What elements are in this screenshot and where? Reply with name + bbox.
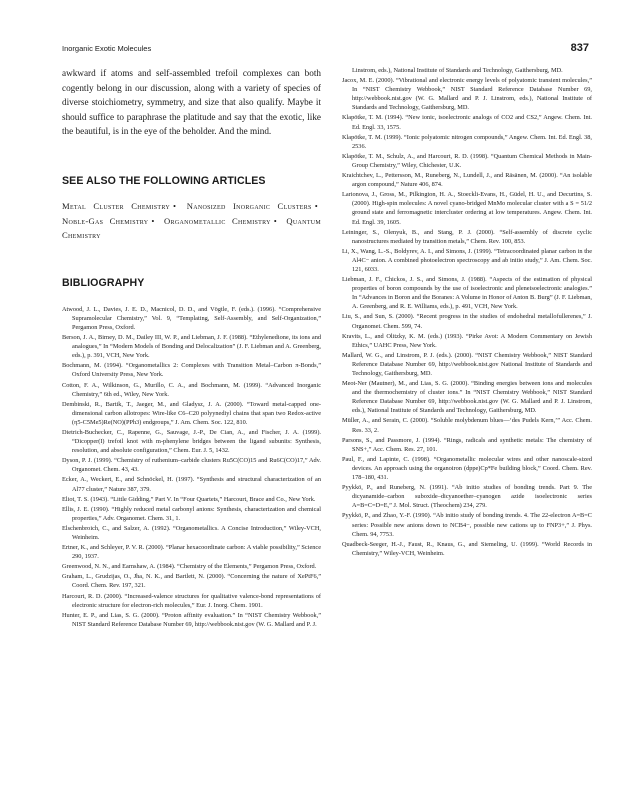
reference-entry: Kravits, L., and Olitzky, K. M. (eds.) (1993). “Pirke Avot: A Modern Commentary on Jewish Ethics,” UAHC Press, New York.	[342, 332, 592, 349]
reference-entry: Ellis, J. E. (1990). “Highly reduced metal carbonyl anions: Synthesis, characterization and chemical properties,” Adv. Organomet. Chem. 31, 1.	[62, 505, 321, 522]
bibliography-right	[342, 66, 592, 558]
reference-entry: Dembinski, R., Bartik, T., Jaeger, M., and Gladysz, J. A. (2000). “Toward metal-capped one-dimensional carbon allotropes: Wire-like C6–C20 polyynediyl chains that span two Redox-active (η5-C5Me5)Re(NO)(PPh3) endgroups,” J. Am. Chem. Soc. 122, 810.	[62, 400, 321, 426]
bullet-separator: •	[151, 215, 155, 226]
reference-entry: Ecker, A., Weckert, E., and Schnöckel, H. (1997). “Synthesis and structural characterization of an Al77 cluster,” Nature 387, 379.	[62, 476, 321, 493]
see-also-item[interactable]: Noble-Gas Chemistry	[62, 215, 149, 226]
reference-entry: Atwood, J. L., Davies, J. E. D., Macnicol, D. D., and Vögtle, F. (eds.). (1996). “Comprehensive Supramolecular Chemistry,” Vol. 9, “Templating, Self-Assembly, and Self-Organization,” Pergamon Press, Oxford.	[62, 305, 321, 331]
reference-continuation: Linstrom, eds.), National Institute of Standards and Technology, Gaithersburg, MD.	[352, 67, 563, 74]
running-head: Inorganic Exotic Molecules	[62, 44, 152, 53]
reference-entry: Greenwood, N. N., and Earnshaw, A. (1984). “Chemistry of the Elements,” Pergamon Press, Oxford.	[62, 563, 317, 571]
reference-entry: Mallard, W. G., and Linstrom, P. J. (eds.). (2000). “NIST Chemistry Webbook,” NIST Standard Reference Database Number 69, http://webbook.nist.gov National Institute of Standards and Technology, Gaithersburg, MD.	[342, 351, 592, 377]
reference-entry: Larionova, J., Gross, M., Pilkington, H. A., Stoeckli-Evans, H., Güdel, H. U., and Decurtins, S. (2000). High-spin molecules: A novel cyano-bridged MnMo molecular cluster with a S = 51/2 ground state and ferromagnetic intercluster ordering at low temperatures. Angew. Chem. Int. Ed. Engl. 39, 1605.	[342, 191, 592, 226]
see-also-item[interactable]: Organometallic Chemistry	[164, 215, 271, 226]
see-also-item[interactable]: Metal Cluster Chemistry	[62, 200, 170, 211]
reference-entry: Paul, F., and Lapinte, C. (1998). “Organometallic molecular wires and other nanoscale-sized devices. An approach using the organoiron (dppe)Cp*Fe building block,” Coord. Chem. Rev. 178–180, 431.	[342, 455, 592, 482]
reference-entry: Berson, J. A., Birney, D. M., Dailey III, W. P., and Liebman, J. F. (1988). “Ethylenedione, its ions and analogues,” In “Modern Models of Bonding and Delocalization” (J. F. Liebman and A. Greenberg, eds.), p. 391, VCH, New York.	[62, 334, 321, 360]
reference-entry: Müller, A., and Serain, C. (2000). “Soluble molybdenum blues—‘des Pudels Kern,’” Acc. Chem. Res. 33, 2.	[342, 417, 592, 434]
left-column	[62, 66, 321, 630]
reference-entry: Graham, L., Grudzijas, O., Jha, N. K., and Bartlett, N. (2000). “Concerning the nature of XePtF6,” Coord. Chem. Rev. 197, 321.	[62, 573, 321, 590]
reference-entry: Quadbeck-Seeger, H.-J., Faust, R., Knaus, G., and Siemeling, U. (1999). “World Records in Chemistry,” Wiley-VCH, Weinheim.	[342, 540, 592, 557]
reference-entry: Klapötke, T. M. (1999). “Ionic polyatomic nitrogen compounds,” Angew. Chem. Int. Ed. Engl. 38, 2536.	[342, 133, 592, 150]
reference-entry: Cotton, F. A., Wilkinson, G., Murillo, C. A., and Bochmann, M. (1999). “Advanced Inorganic Chemistry,” 6th ed., Wiley, New York.	[62, 381, 321, 398]
reference-entry: Ertner, K., and Schleyer, P. V. R. (2000). “Planar hexacoordinate carbon: A viable possibility,” Science 290, 1937.	[62, 544, 321, 561]
reference-entry: Leininger, S., Olenyuk, B., and Stang, P. J. (2000). “Self-assembly of discrete cyclic nanostructures mediated by transition metals,” Chem. Rev. 100, 853.	[342, 228, 592, 245]
reference-entry: Harcourt, R. D. (2000). “Increased-valence structures for qualitative valence-bond representations of electronic structure for electron-rich molecules,” Eur. J. Inorg. Chem. 1901.	[62, 592, 321, 609]
bibliography-heading: BIBLIOGRAPHY	[62, 276, 145, 289]
see-also-item[interactable]: Nanosized Inorganic Clusters	[186, 200, 312, 211]
reference-entry: Dyson, P. J. (1999). “Chemistry of ruthenium–carbide clusters Ru5C(CO)15 and Ru6C(CO)17,” Adv. Organomet. Chem. 43, 43.	[62, 457, 321, 474]
reference-entry: Dietrich-Buchecker, C., Rapenne, G., Sauvage, J.-P., De Cian, A., and Fischer, J. A. (1999). “Dicopper(I) trefoil knot with m-phenylene bridges between the ligand subunits: Synthesis, resolution, and absolute configuration,” Chem. Eur. J. 5, 1432.	[62, 428, 321, 455]
reference-entry: Pyykkö, P., and Runeberg, N. (1991). “Ab initio studies of bonding trends. Part 9. The dicyanamide–carbon suboxide–dicyanoether–cyanogen azide isoelectronic series A=B=C=D=E,” J. Mol. Struct. (Theochem) 234, 279.	[342, 484, 592, 510]
reference-entry: Meot-Ner (Mautner), M., and Lias, S. G. (2000). “Binding energies between ions and molecules and the thermochemistry of cluster ions.” In “NIST Chemistry Webbook,” NIST Standard Reference Database Number 69, http://webbook.nist.gov (W. G. Mallard and P. J. Linstrom, eds.), National Institute of Standards and Technology, Gaithersburg, MD.	[342, 380, 592, 415]
see-also-list	[62, 199, 321, 243]
reference-entry: Li, X., Wang, L.-S., Boldyrev, A. I., and Simons, J. (1999). “Tetracoordinated planar carbon in the Al4C− anion. A combined photoelectron spectroscopy and ab initio study,” J. Am. Chem. Soc. 121, 6033.	[342, 247, 592, 273]
reference-entry: Liu, S., and Sun, S. (2000). “Recent progress in the studies of endohedral metallofullerenes,” J. Organomet. Chem. 599, 74.	[342, 313, 592, 330]
bibliography-left	[62, 305, 321, 629]
reference-entry: Elschenbroich, C., and Salzer, A. (1992). “Organometallics. A Concise Introduction,” Wiley-VCH, Weinheim.	[62, 524, 321, 541]
reference-entry: Hunter, E. P., and Lias, S. G. (2000). “Proton affinity evaluation.” In “NIST Chemistry Webbook,” NIST Standard Reference Database Number 69, http://webbook.nist.gov (W. G. Mallard and P. J.	[62, 611, 321, 628]
page-header	[62, 44, 589, 58]
reference-entry: Kraichtchev, L., Pettersson, M., Runeberg, N., Lundell, J., and Räsänen, M. (2000). “An isolable argon compound,” Nature 406, 874.	[342, 172, 592, 189]
reference-entry: Jacox, M. E. (2000). “Vibrational and electronic energy levels of polyatomic transient molecules,” In “NIST Chemistry Webbook,” NIST Standard Reference Database Number 69, http://webbook.nist.gov (W. G. Mallard and P. J. Linstrom, eds.), National Institute of Standards and Technology, Gaithersburg, MD.	[342, 77, 592, 112]
reference-entry: Liebman, J. F., Chickos, J. S., and Simons, J. (1988). “Aspects of the estimation of physical properties of boron compounds by the use of isoelectronic and pleneisoelectronic analogies.” In “Advances in Boron and the Boranes: A Volume in Honor of Anton B. Burg” (J. F. Liebman, A. Greenberg, and R. E. Williams, eds.), p. 491, VCH, New York.	[342, 276, 592, 311]
page-number: 837	[570, 42, 589, 54]
reference-entry: Pyykkö, P., and Zhao, Y.-F. (1990). “Ab initio study of bonding trends. 4. The 22-electron A=B=C series: Possible new anions down to NCB4−, possible new cations up to FNP3+,” J. Phys. Chem. 94, 7753.	[342, 512, 592, 538]
see-also-heading: SEE ALSO THE FOLLOWING ARTICLES	[62, 174, 266, 187]
right-column	[342, 66, 592, 559]
reference-entry: Bochmann, M. (1994). “Organometallics 2: Complexes with Transition Metal–Carbon π-Bonds,” Oxford University Press, New York.	[62, 362, 321, 379]
reference-entry: Parsons, S., and Passmore, J. (1994). “Rings, radicals and synthetic metals: The chemistry of SNS+,” Acc. Chem. Res. 27, 101.	[342, 436, 592, 453]
bullet-separator: •	[314, 200, 319, 211]
intro-paragraph: awkward if atoms and self-assembled trefoil complexes can both cogently belong in our discussion, along with a variety of species of diverse stoichiometry, symmetry, and size that also qualify. Maybe it should suffice to paraphrase the platitude and say that the exotic, like the beautiful, is in the eye of the beholder. And the mind.	[62, 68, 321, 137]
reference-entry: Eliot, T. S. (1943). “Little Gidding,” Part V. In “Four Quartets,” Harcourt, Brace and Co., New York.	[62, 495, 316, 503]
bullet-separator: •	[173, 200, 177, 211]
reference-entry: Klapötke, T. M., Schulz, A., and Harcourt, R. D. (1998). “Quantum Chemical Methods in Main-Group Chemistry,” Wiley, Chichester, U.K.	[342, 152, 592, 169]
bullet-separator: •	[273, 215, 278, 226]
reference-entry: Klapötke, T. M. (1994). “New ionic, isoelectronic analogs of CO2 and CS2,” Angew. Chem. Int. Ed. Engl. 33, 1575.	[342, 114, 592, 131]
see-also-item[interactable]: Quantum Chemistry	[62, 215, 322, 241]
